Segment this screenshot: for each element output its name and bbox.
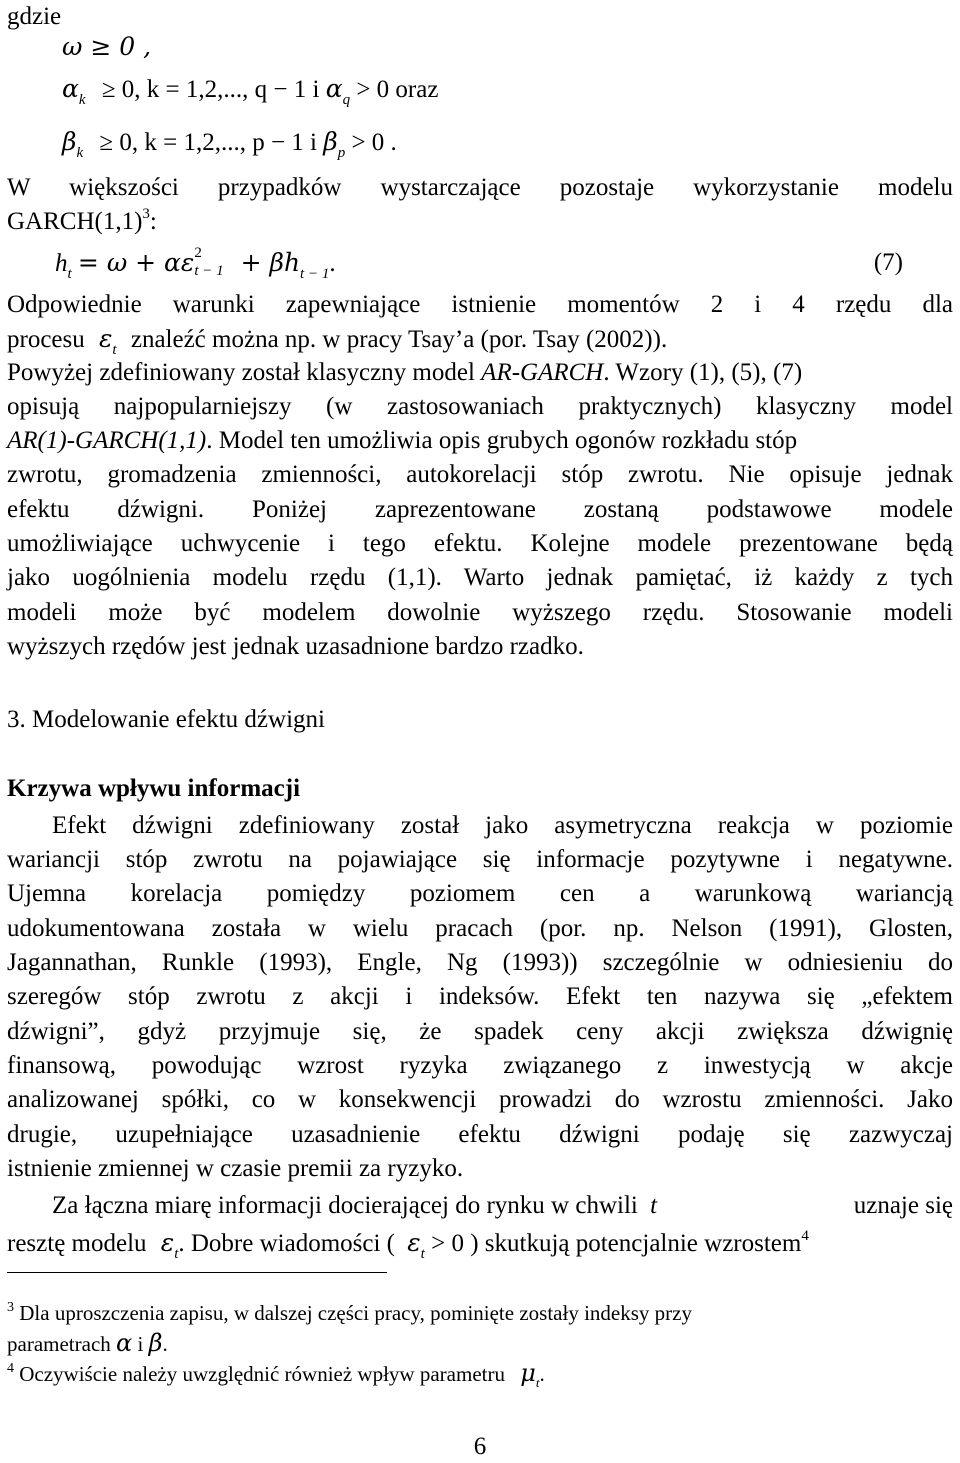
footnote-mu-subscript: t (535, 1375, 540, 1390)
eq-h-lag-subscript: t − 1 (300, 266, 330, 282)
condition-beta-range: ≥ 0, k = 1,2,..., p − 1 i (99, 129, 317, 156)
paragraph-4-line-10: drugie, uzupełniające uzasadnienie efektu dźwigni podaję się zazwyczaj (7, 1121, 953, 1148)
paragraph-4-line-6: szeregów stóp zwrotu z akcji i indeksów. Efekt ten nazywa się „efektem (7, 983, 953, 1010)
beta-subscript: k (76, 145, 84, 161)
paragraph-2-line-1: Odpowiednie warunki zapewniające istnienie momentów 2 i 4 rzędu dla (7, 291, 953, 318)
section-heading: 3. Modelowanie efektu dźwigni (7, 706, 325, 733)
paragraph-3-line-7: jako uogólnienia modelu rzędu (1,1). Warto jednak pamiętać, iż każdy z tych (7, 564, 953, 591)
epsilon-positive-subscript: t (420, 1246, 425, 1262)
time-t: t (650, 1192, 658, 1219)
footnote-4-mark: 4 (7, 1361, 14, 1376)
footnote-3-dot: . (162, 1332, 168, 1356)
eq-square: 2 (194, 245, 202, 261)
condition-alpha-range: ≥ 0, k = 1,2,..., q − 1 i (101, 76, 320, 103)
paragraph-4-line-4: udokumentowana została w wielu pracach (por. np. Nelson (1991), Glosten, (7, 915, 953, 942)
paragraph-3-line-3 (7, 424, 953, 458)
alpha-symbol: α (62, 74, 79, 103)
equation-number: (7) (873, 249, 903, 276)
footnote-4 (7, 1360, 953, 1391)
condition-omega (62, 30, 960, 65)
alpha-q-symbol: α (325, 74, 343, 103)
paragraph-4-line-8: finansową, powodując wzrost ryzyka związanego z inwestycją w akcje (7, 1052, 953, 1079)
paragraph-3-line-2: opisują najpopularniejszy (w zastosowaniach praktycznych) klasyczny model (7, 393, 953, 420)
paragraph-4-line-1: Efekt dźwigni zdefiniowany został jako asymetryczna reakcja w poziomie (52, 812, 953, 839)
paragraph-4-line-2: wariancji stóp zwrotu na pojawiające się informacje pozytywne i negatywne. (7, 846, 953, 873)
model-ar-garch: AR-GARCH (481, 359, 604, 386)
footnote-beta: β (148, 1329, 163, 1357)
footnote-ref-4: 4 (801, 1228, 809, 1244)
paragraph-3-line-4: zwrotu, gromadzenia zmienności, autokorelacji stóp zwrotu. Nie opisuje jednak (7, 461, 953, 488)
alpha-subscript: k (78, 92, 86, 108)
epsilon-residual: ε (160, 1228, 175, 1257)
paragraph-4-line-9: analizowanej spółki, co w konsekwencji prowadzi do wzrostu zmienności. Jako (7, 1086, 953, 1113)
p5-text-a: Za łączna miarę informacji docierającej do rynku w chwili (52, 1192, 638, 1219)
procesu-word: procesu (7, 326, 85, 353)
condition-omega-text: ω ≥ 0 , (62, 32, 152, 61)
p3-text-a: Powyżej zdefiniowany został klasyczny model (7, 359, 475, 386)
p5-l2-a: resztę modelu (7, 1230, 147, 1257)
condition-alpha-tail: > 0 oraz (356, 76, 439, 103)
paragraph-3-line-9: wyższych rzędów jest jednak uzasadnione bardzo rzadko. (7, 633, 584, 660)
eq-h: h (55, 250, 68, 277)
colon: : (149, 208, 157, 235)
paragraph-3-line-5: efektu dźwigni. Poniżej zaprezentowane zostaną podstawowe modele (7, 496, 953, 523)
paragraph-2-line-2 (7, 322, 953, 360)
epsilon-residual-subscript: t (174, 1246, 179, 1262)
footnote-i: i (137, 1332, 144, 1356)
paragraph-5-line-2 (7, 1226, 953, 1264)
p5-l2-c: > 0 ) skutkują potencjalnie wzrostem (431, 1230, 802, 1257)
eq-beta-term: + βh (240, 248, 301, 277)
paragraph-4-line-7: dźwigni”, gdyż przyjmuje się, że spadek ceny akcji zwiększa dźwignię (7, 1018, 953, 1045)
footnote-3-text: Dla uproszczenia zapisu, w dalszej części pracy, pominięte zostały indeksy przy (19, 1301, 692, 1325)
footnote-3-line-2 (7, 1330, 953, 1357)
paragraph-2-line-2-rest: znaleźć można np. w pracy Tsay’a (por. Tsay (2002)). (130, 326, 668, 353)
footnote-ref-3: 3 (142, 206, 150, 222)
beta-p-symbol: β (323, 127, 338, 156)
equation-7 (55, 246, 953, 284)
footnote-separator (7, 1272, 387, 1273)
eq-middle: = ω + αε (77, 248, 195, 277)
p5-l2-b: . Dobre wiadomości ( (178, 1230, 395, 1257)
epsilon-subscript: t (112, 342, 117, 358)
paragraph-1-line-1: W większości przypadków wystarczające pozostaje wykorzystanie modelu (7, 174, 953, 201)
beta-p-subscript: p (337, 145, 346, 161)
footnote-4-dot: . (539, 1362, 545, 1386)
subsection-heading: Krzywa wpływu informacji (7, 775, 301, 802)
word-gdzie: gdzie (7, 3, 62, 30)
paragraph-4-line-11: istnienie zmiennej w czasie premii za ryzyko. (7, 1155, 464, 1182)
p5-text-b: uznaje się (853, 1192, 953, 1219)
footnote-3-parametrach: parametrach (7, 1332, 111, 1356)
garch-label: GARCH(1,1) (7, 208, 143, 235)
paragraph-3-line-1 (7, 356, 953, 390)
footnote-mu: μ (520, 1359, 536, 1387)
paragraph-1-line-2 (7, 205, 953, 242)
eq-eps-subscript: t − 1 (194, 263, 224, 279)
p3-text-b: . Wzory (1), (5), (7) (603, 359, 803, 386)
footnote-3-line-1 (7, 1300, 953, 1330)
condition-alpha (62, 72, 960, 110)
page-number: 6 (473, 1433, 487, 1460)
eq-dot: . (329, 250, 336, 277)
paragraph-4-line-5: Jagannathan, Runkle (1993), Engle, Ng (1993)) szczególnie w odniesieniu do (7, 949, 953, 976)
condition-beta-tail: > 0 . (351, 129, 397, 156)
condition-beta (62, 125, 960, 163)
epsilon-positive: ε (407, 1228, 421, 1257)
paragraph-3-line-6: umożliwiające uchwycenie i tego efektu. Kolejne modele prezentowane będą (7, 530, 953, 557)
footnote-alpha: α (116, 1329, 133, 1357)
p3-l3-rest: . Model ten umożliwia opis grubych ogonów rozkładu stóp (206, 427, 798, 454)
footnote-4-text: Oczywiście należy uwzględnić również wpływ parametru (19, 1362, 505, 1386)
epsilon-symbol: ε (99, 324, 113, 353)
model-ar1-garch11: AR(1)-GARCH(1,1) (7, 427, 207, 454)
footnote-3-mark: 3 (7, 1300, 14, 1315)
paragraph-3-line-8: modeli może być modelem dowolnie wyższego rzędu. Stosowanie modeli (7, 599, 953, 626)
alpha-q-subscript: q (342, 92, 351, 108)
paragraph-5-line-1 (52, 1189, 953, 1223)
eq-h-subscript: t (67, 266, 72, 282)
paragraph-4-line-3: Ujemna korelacja pomiędzy poziomem cen a warunkową wariancją (7, 880, 953, 907)
eq-eps-scripts (194, 247, 234, 281)
beta-symbol: β (62, 127, 77, 156)
